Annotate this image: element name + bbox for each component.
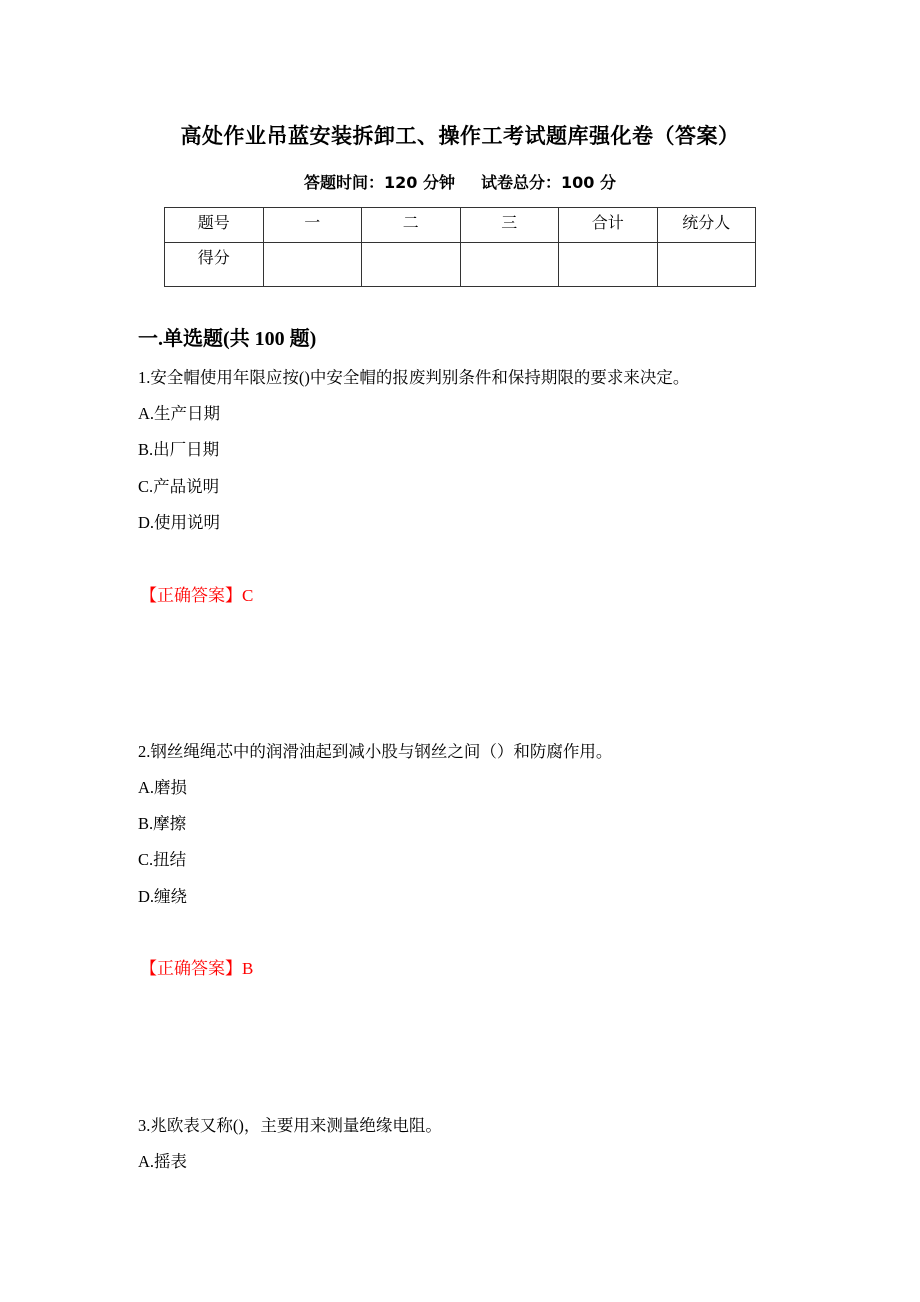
question-option: B.出厂日期 (138, 440, 220, 459)
question-option: C.扭结 (138, 850, 187, 869)
exam-time: 答题时间：120 分钟 (304, 173, 455, 192)
question-option: D.使用说明 (138, 513, 221, 532)
exam-meta (0, 170, 920, 193)
question-option: A.摇表 (138, 1152, 188, 1171)
score-table-header-row (165, 208, 756, 243)
score-table-header: 统分人 (657, 208, 756, 243)
score-table-row-label: 得分 (165, 243, 264, 287)
question-option: A.生产日期 (138, 404, 221, 423)
question-stem: 3.兆欧表又称()，主要用来测量绝缘电阻。 (138, 1116, 442, 1135)
question-option: D.缠绕 (138, 887, 188, 906)
question-option: B.摩擦 (138, 814, 187, 833)
correct-answer: 【正确答案】B (140, 959, 254, 978)
score-cell (460, 243, 559, 287)
score-table-row (165, 243, 756, 287)
section-title: 一.单选题(共 100 题) (138, 328, 317, 350)
score-table-header: 一 (263, 208, 362, 243)
score-cell (657, 243, 756, 287)
question-option: A.磨损 (138, 778, 188, 797)
score-table-header: 题号 (165, 208, 264, 243)
score-cell (559, 243, 658, 287)
score-table (164, 207, 756, 287)
document-title: 高处作业吊蓝安装拆卸工、操作工考试题库强化卷（答案） (180, 124, 740, 148)
correct-answer: 【正确答案】C (140, 586, 254, 605)
score-table-header: 三 (460, 208, 559, 243)
question-option: C.产品说明 (138, 477, 220, 496)
question-stem: 2.钢丝绳绳芯中的润滑油起到减小股与钢丝之间（）和防腐作用。 (138, 742, 613, 761)
question-stem: 1.安全帽使用年限应按()中安全帽的报废判别条件和保持期限的要求来决定。 (138, 368, 690, 387)
score-cell (362, 243, 461, 287)
score-table-header: 合计 (559, 208, 658, 243)
score-table-header: 二 (362, 208, 461, 243)
score-cell (263, 243, 362, 287)
exam-total-score: 试卷总分：100 分 (481, 173, 616, 192)
